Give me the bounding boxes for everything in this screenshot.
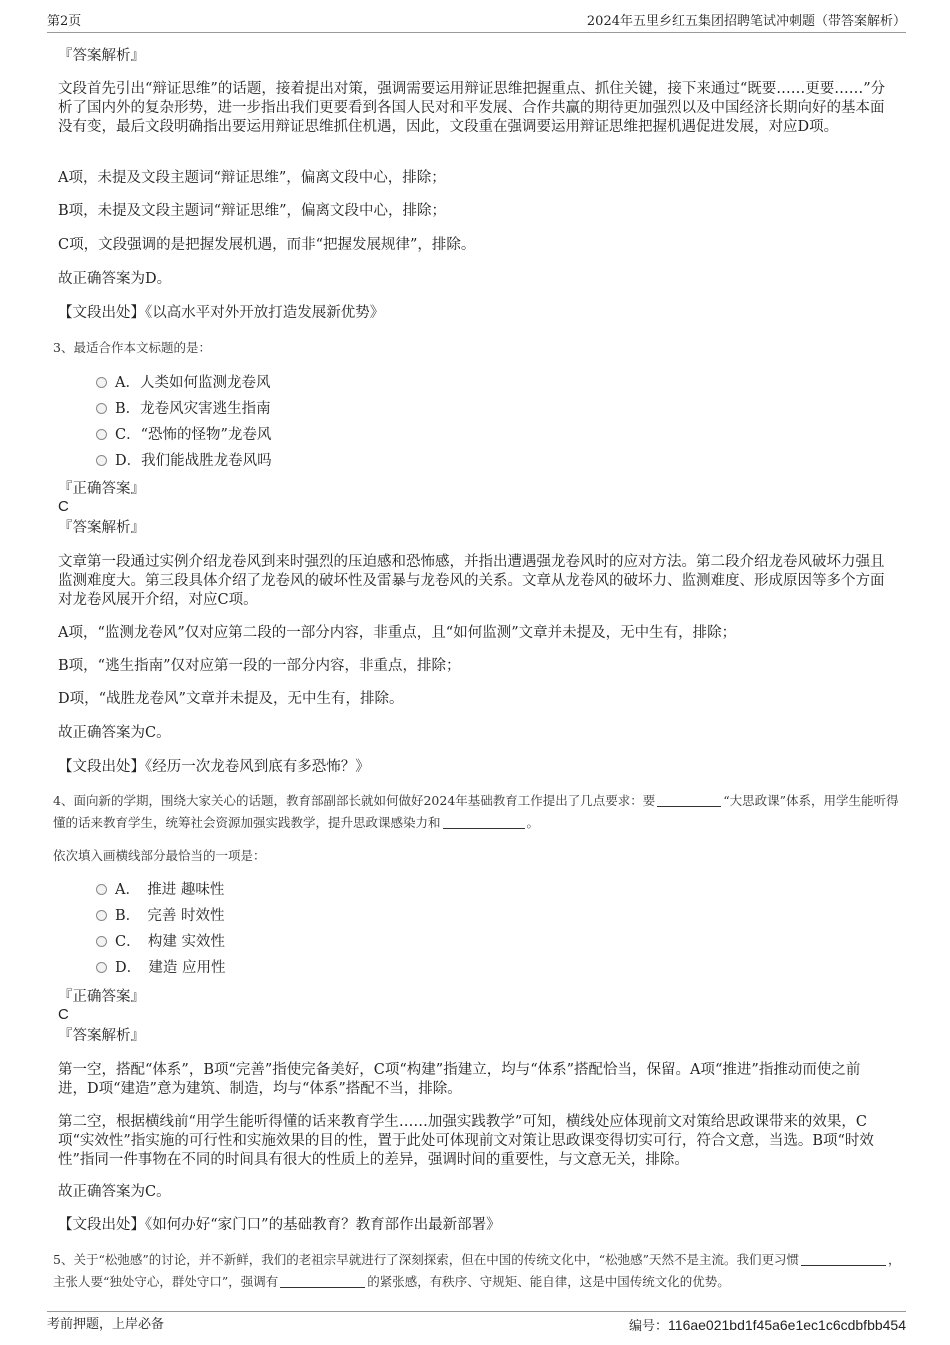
q4-option-d[interactable]: D． 建造 应用性 xyxy=(96,959,225,978)
q2-analysis-label: 『答案解析』 xyxy=(58,48,145,64)
q3-analysis-label: 『答案解析』 xyxy=(58,520,145,536)
q4-analysis-p1: 第一空，搭配“体系”，B项“完善”指使完备美好，C项“构建”指建立，均与“体系”搭配恰当，保留。A项“推进”指推动而使之前进，D项“建造”意为建筑、制造，均与“体系”搭配不当，排除。 xyxy=(58,1062,861,1097)
q3-option-d-note: D项，“战胜龙卷风”文章并未提及，无中生有，排除。 xyxy=(58,691,404,707)
q3-analysis: 文章第一段通过实例介绍龙卷风到来时强烈的压迫感和恐怖感，并指出遭遇强龙卷风时的应对方法。第二段介绍龙卷风破坏力强且监测难度大。第三段具体介绍了龙卷风的破坏性及雷暴与龙卷风的关系。文章从龙卷风的破坏力、监测难度、形成原因等多个方面对龙卷风展开介绍，对应C项。 xyxy=(58,554,885,608)
q3-answer: C xyxy=(58,498,69,515)
blank-line xyxy=(280,1275,365,1288)
q2-conclusion: 故正确答案为D。 xyxy=(58,271,172,287)
page-number: 第2页 xyxy=(47,14,82,29)
radio-icon[interactable] xyxy=(96,377,107,388)
q2-option-c-note: C项，文段强调的是把握发展机遇，而非“把握发展规律”，排除。 xyxy=(58,237,476,253)
radio-icon[interactable] xyxy=(96,884,107,895)
q4-answer: C xyxy=(58,1006,69,1023)
q3-option-b[interactable]: B．龙卷风灾害逃生指南 xyxy=(96,400,271,419)
blank-line xyxy=(657,794,721,807)
page-footer xyxy=(47,1311,906,1339)
radio-icon[interactable] xyxy=(96,936,107,947)
q3-option-a-note: A项，“监测龙卷风”仅对应第二段的一部分内容，非重点，且“如何监测”文章并未提及，无中生有，排除； xyxy=(58,625,737,641)
q3-option-b-note: B项，“逃生指南”仅对应第一段的一部分内容，非重点，排除； xyxy=(58,658,461,674)
radio-icon[interactable] xyxy=(96,403,107,414)
radio-icon[interactable] xyxy=(96,455,107,466)
radio-icon[interactable] xyxy=(96,910,107,921)
document-title: 2024年五里乡红五集团招聘笔试冲刺题（带答案解析） xyxy=(586,14,906,29)
q2-option-b-note: B项，未提及文段主题词“辩证思维”，偏离文段中心，排除； xyxy=(58,203,446,219)
radio-icon[interactable] xyxy=(96,429,107,440)
q4-source: 【文段出处】《如何办好“家门口”的基础教育？教育部作出最新部署》 xyxy=(58,1217,501,1233)
blank-line xyxy=(443,816,525,829)
q3-option-c[interactable]: C．“恐怖的怪物”龙卷风 xyxy=(96,426,271,445)
radio-icon[interactable] xyxy=(96,962,107,973)
q4-conclusion: 故正确答案为C。 xyxy=(58,1184,171,1200)
q3-answer-label: 『正确答案』 xyxy=(58,481,145,497)
q4-answer-label: 『正确答案』 xyxy=(58,989,145,1005)
q3-conclusion: 故正确答案为C。 xyxy=(58,725,171,741)
q4-option-b[interactable]: B． 完善 时效性 xyxy=(96,907,225,926)
q2-source: 【文段出处】《以高水平对外开放打造发展新优势》 xyxy=(58,305,385,321)
page-header xyxy=(47,12,906,33)
footer-slogan: 考前押题，上岸必备 xyxy=(47,1317,165,1332)
q3-stem: 3、最适合作本文标题的是： xyxy=(53,340,211,355)
q3-option-a[interactable]: A．人类如何监测龙卷风 xyxy=(96,374,270,393)
q4-option-c[interactable]: C． 构建 实效性 xyxy=(96,933,225,952)
q2-option-a-note: A项，未提及文段主题词“辩证思维”，偏离文段中心，排除； xyxy=(58,170,446,186)
q4-analysis-label: 『答案解析』 xyxy=(58,1028,145,1044)
q2-analysis: 文段首先引出“辩证思维”的话题，接着提出对策，强调需要运用辩证思维把握重点、抓住关键，接下来通过“既要……更要……”分析了国内外的复杂形势，进一步指出我们更要看到各国人民对和平发展、合作共赢的期待更加强烈以及中国经济长期向好的基本面没有变，最后文段明确指出要运用辩证思维抓住机遇，因此，文段重在强调要运用辩证思维把握机遇促进发展，对应D项。 xyxy=(58,81,886,135)
document-code: 编号：116ae021bd1f45a6e1ec1c6cdbfbb454 xyxy=(629,1317,906,1334)
q4-stem: 4、面向新的学期，围绕大家关心的话题，教育部副部长就如何做好2024年基础教育工作提出了几点要求：要 “大思政课”体系，用学生能听得懂的话来教育学生，统筹社会资源加强实践教学，提升思政课感染力和 。 xyxy=(53,793,899,830)
q5-stem: 5、关于“松弛感”的讨论，并不新鲜，我们的老祖宗早就进行了深刻探索，但在中国的传统文化中，“松弛感”天然不是主流。我们更习惯 ，主张人要“独处守心，群处守口”，强调有 的紧张感，有秩序、守规矩、能自律，这是中国传统文化的优势。 xyxy=(53,1252,901,1289)
q4-option-a[interactable]: A． 推进 趣味性 xyxy=(96,881,224,900)
q3-option-d[interactable]: D．我们能战胜龙卷风吗 xyxy=(96,452,272,471)
q3-source: 【文段出处】《经历一次龙卷风到底有多恐怖？》 xyxy=(58,759,370,775)
q4-instruction: 依次填入画横线部分最恰当的一项是： xyxy=(53,848,266,863)
q4-analysis-p2: 第二空，根据横线前“用学生能听得懂的话来教育学生……加强实践教学”可知，横线处应体现前文对策给思政课带来的效果，C项“实效性”指实施的可行性和实施效果的目的性，置于此处可体现前文对策让思政课变得切实可行，符合文意，当选。B项“时效性”指同一件事物在不同的时间具有很大的性质上的差异，强调时间的重要性，与文意无关，排除。 xyxy=(58,1114,874,1168)
blank-line xyxy=(801,1253,886,1266)
